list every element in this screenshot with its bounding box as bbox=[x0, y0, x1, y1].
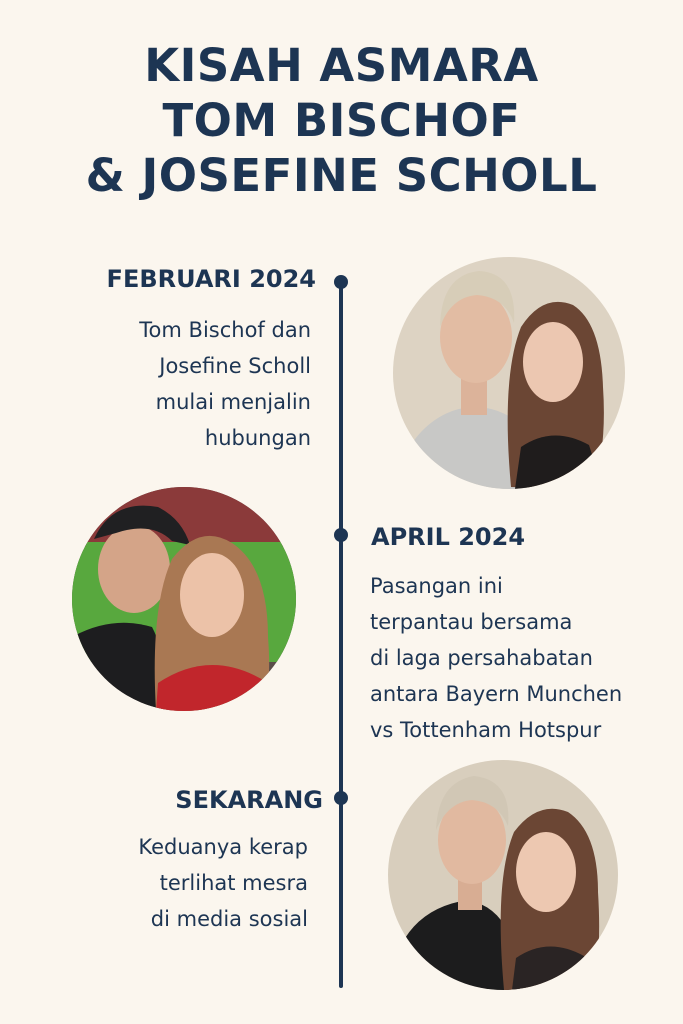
page-title bbox=[0, 38, 683, 203]
event-3-date: SEKARANG bbox=[175, 786, 323, 814]
event-2-line-1: Pasangan ini bbox=[370, 574, 503, 598]
event-2-line-5: vs Tottenham Hotspur bbox=[370, 718, 602, 742]
event-2-line-4: antara Bayern Munchen bbox=[370, 682, 623, 706]
timeline-line bbox=[339, 282, 343, 988]
event-3-description bbox=[138, 829, 308, 937]
event-2-description bbox=[370, 568, 622, 748]
event-3-line-3: di media sosial bbox=[150, 907, 308, 931]
timeline-dot-3 bbox=[334, 791, 348, 805]
title-line-3: & JOSEFINE SCHOLL bbox=[85, 149, 598, 202]
event-1-date: FEBRUARI 2024 bbox=[106, 265, 316, 293]
couple-photo-1 bbox=[393, 257, 625, 489]
event-2-line-3: di laga persahabatan bbox=[370, 646, 593, 670]
title-line-1: KISAH ASMARA bbox=[144, 39, 539, 92]
event-2-date: APRIL 2024 bbox=[371, 523, 526, 551]
event-2-line-2: terpantau bersama bbox=[370, 610, 573, 634]
title-line-2: TOM BISCHOF bbox=[162, 94, 521, 147]
event-1-line-1: Tom Bischof dan bbox=[139, 318, 311, 342]
event-1-description bbox=[139, 312, 311, 456]
couple-photo-3 bbox=[388, 760, 618, 990]
event-1-line-2: Josefine Scholl bbox=[159, 354, 311, 378]
event-1-line-4: hubungan bbox=[204, 426, 311, 450]
couple-photo-2 bbox=[72, 487, 296, 711]
event-3-line-2: terlihat mesra bbox=[159, 871, 308, 895]
timeline-dot-1 bbox=[334, 275, 348, 289]
event-1-line-3: mulai menjalin bbox=[155, 390, 311, 414]
timeline-dot-2 bbox=[334, 528, 348, 542]
event-3-line-1: Keduanya kerap bbox=[138, 835, 308, 859]
